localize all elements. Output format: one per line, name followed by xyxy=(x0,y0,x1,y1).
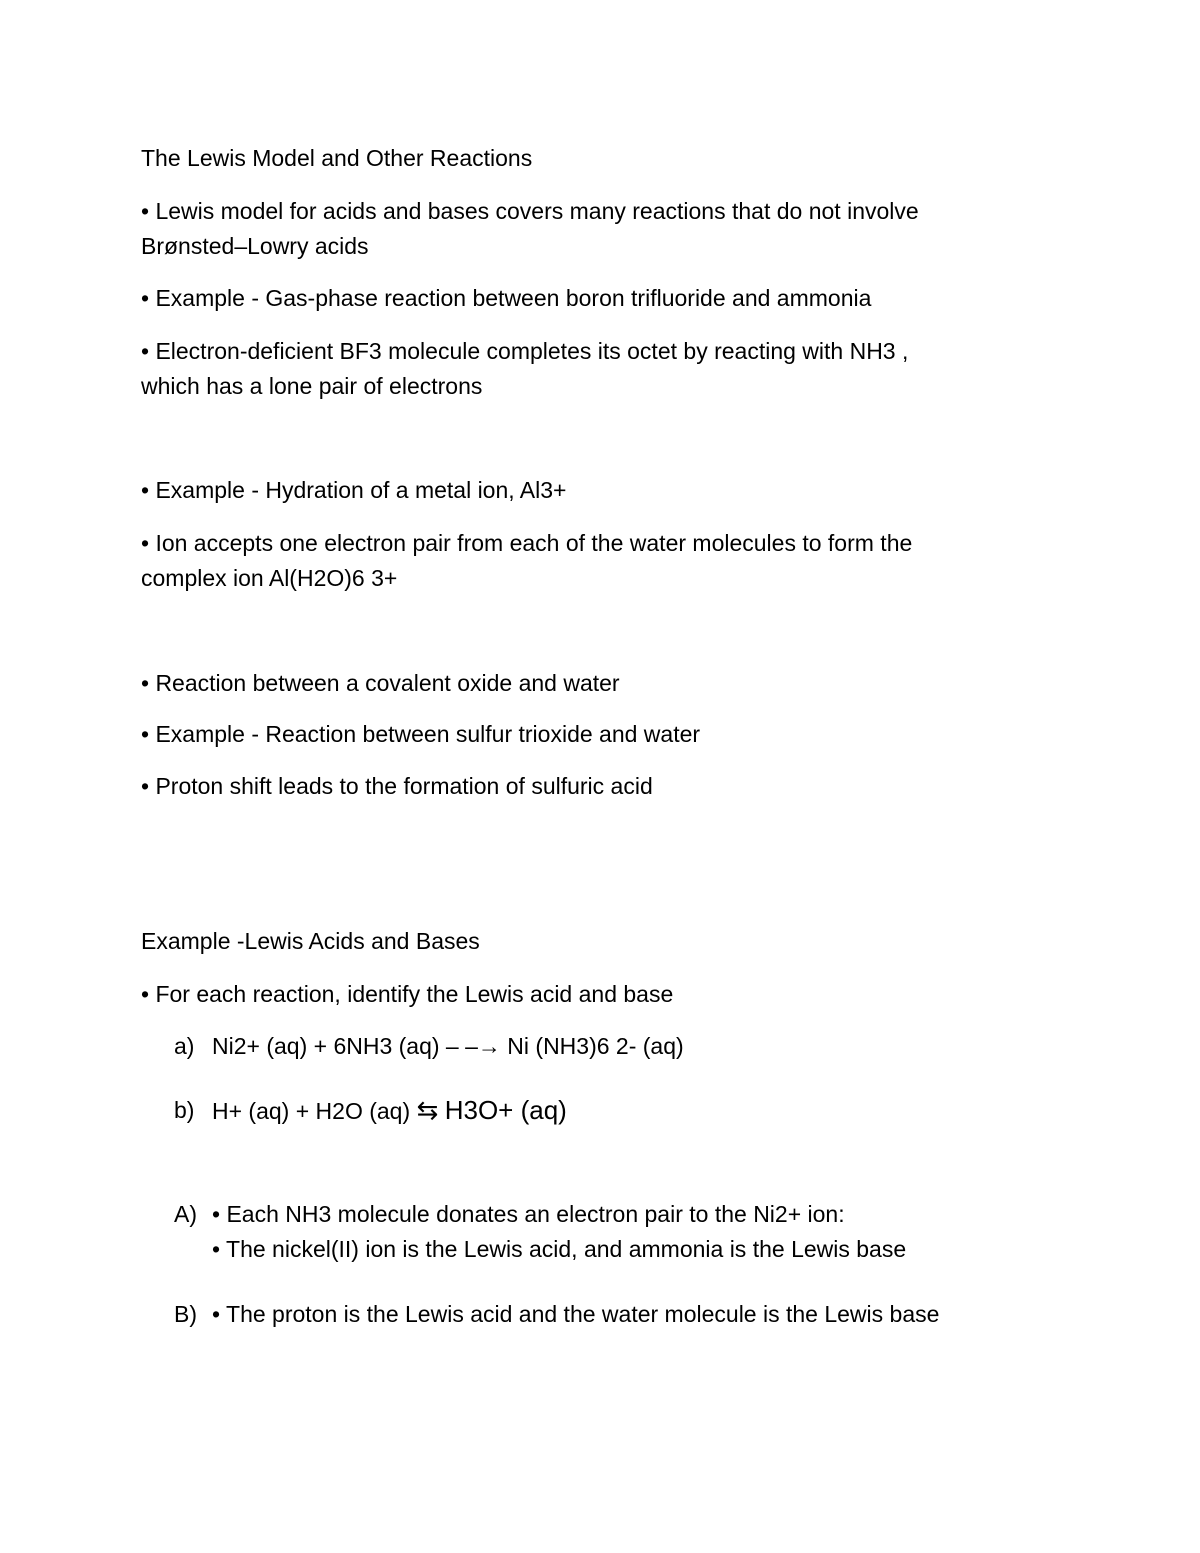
equation-b-left: H+ (aq) + H2O (aq) xyxy=(212,1098,411,1124)
section-title-lewis-model: The Lewis Model and Other Reactions xyxy=(141,145,533,171)
equation-a-label: a) xyxy=(174,1033,195,1059)
bullet-ion-accepts-line1: • Ion accepts one electron pair from each of the water molecules to form the xyxy=(141,530,913,556)
bullet-lewis-model-line2: Brønsted–Lowry acids xyxy=(141,233,369,259)
bullet-example-gas-phase: • Example - Gas-phase reaction between boron trifluoride and ammonia xyxy=(141,285,872,311)
bullet-example-sulfur-trioxide: • Example - Reaction between sulfur trioxide and water xyxy=(141,721,701,747)
section-title-example-lewis: Example -Lewis Acids and Bases xyxy=(141,928,480,954)
bullet-instruction: • For each reaction, identify the Lewis acid and base xyxy=(141,981,674,1007)
bullet-example-hydration: • Example - Hydration of a metal ion, Al3+ xyxy=(141,477,567,503)
bullet-ion-accepts-line2: complex ion Al(H2O)6 3+ xyxy=(141,565,398,591)
bullet-electron-deficient-line2: which has a lone pair of electrons xyxy=(141,373,483,399)
bullet-lewis-model-line1: • Lewis model for acids and bases covers many reactions that do not involve xyxy=(141,198,919,224)
answer-a-label: A) xyxy=(174,1201,197,1227)
answer-b-label: B) xyxy=(174,1301,197,1327)
answer-b-line1: • The proton is the Lewis acid and the water molecule is the Lewis base xyxy=(212,1301,940,1327)
equation-b-right: H3O+ (aq) xyxy=(444,1095,567,1125)
equation-a-text: Ni2+ (aq) + 6NH3 (aq) – –→ Ni (NH3)6 2- (aq) xyxy=(212,1033,684,1059)
answer-a-line1: • Each NH3 molecule donates an electron pair to the Ni2+ ion: xyxy=(212,1201,845,1227)
answer-a-line2: • The nickel(II) ion is the Lewis acid, and ammonia is the Lewis base xyxy=(212,1236,907,1262)
equation-b xyxy=(212,1093,567,1129)
equation-b-label: b) xyxy=(174,1097,195,1123)
bullet-covalent-oxide: • Reaction between a covalent oxide and water xyxy=(141,670,620,696)
equilibrium-arrow-icon: ⇆ xyxy=(416,1095,439,1125)
bullet-electron-deficient-line1: • Electron-deficient BF3 molecule completes its octet by reacting with NH3 , xyxy=(141,338,909,364)
bullet-proton-shift: • Proton shift leads to the formation of sulfuric acid xyxy=(141,773,653,799)
